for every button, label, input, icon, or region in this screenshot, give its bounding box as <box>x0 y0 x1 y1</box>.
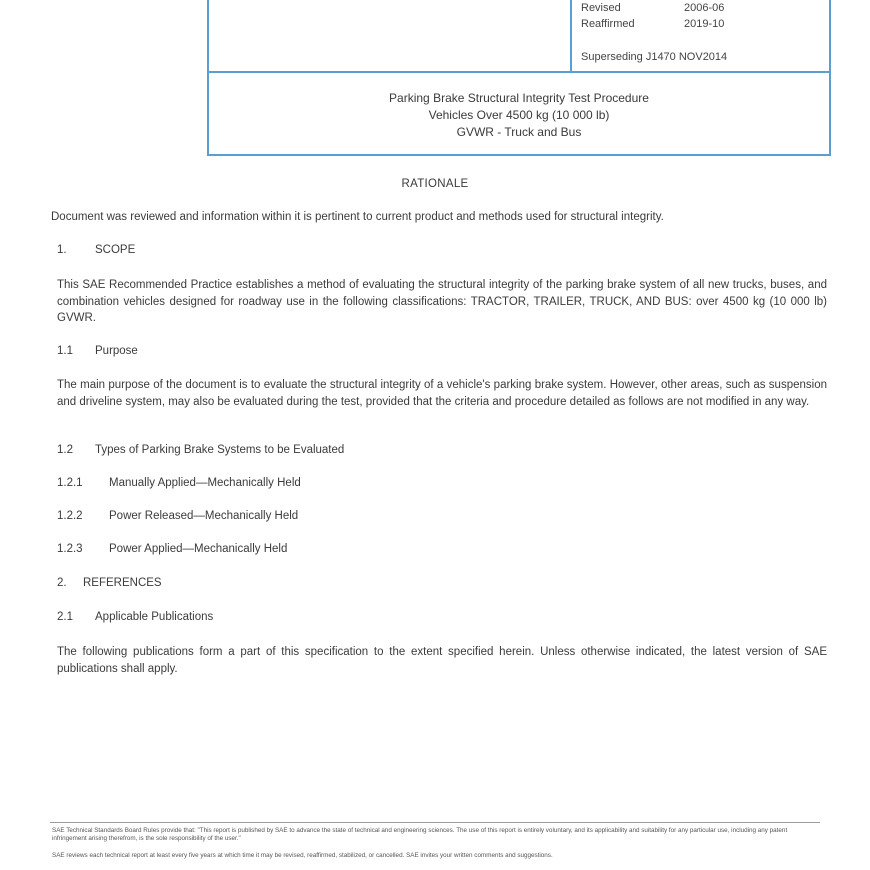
section-1-2-heading <box>57 444 344 456</box>
section-1-2-3-title: Power Applied—Mechanically Held <box>109 543 288 555</box>
section-1-2-1-number: 1.2.1 <box>57 477 83 489</box>
section-1-1-heading <box>57 345 138 357</box>
section-2-1-heading <box>57 611 213 623</box>
header-divider-horizontal <box>207 71 831 73</box>
section-1-text: This SAE Recommended Practice establishes a method of evaluating the structural integrity of the parking brake system of all new trucks, buses, and combination vehicles designed for roadway use in the following classifications: TRACTOR, TRAILER, TRUCK, AND BUS: over 4500 kg (10 000 lb) GVWR. <box>57 279 827 324</box>
section-1-2-3-heading <box>57 543 287 555</box>
section-2-1-title: Applicable Publications <box>95 611 214 623</box>
section-1-2-2-title: Power Released—Mechanically Held <box>109 510 299 522</box>
document-title <box>207 90 831 141</box>
section-1-2-1-title: Manually Applied—Mechanically Held <box>109 477 301 489</box>
rationale-heading: RATIONALE <box>401 178 469 190</box>
section-2-1-text: The following publications form a part of this specification to the extent specified herein. Unless otherwise indicated, the latest version of SAE publications shall apply. <box>57 646 827 675</box>
section-1-2-2-heading <box>57 510 298 522</box>
footer-notice-1: SAE Technical Standards Board Rules provide that: "This report is published by SAE to advance the state of technical and engineering sciences. The use of this report is entirely voluntary, and its applicability and suitability for any particular use, including any patent infringement arising therefrom, is the sole responsibility of the user." <box>52 827 788 842</box>
section-1-1-number: 1.1 <box>57 345 73 357</box>
footer-notice-2: SAE reviews each technical report at least every five years at which time it may be revised, reaffirmed, stabilized, or cancelled. SAE invites your written comments and suggestions. <box>52 852 553 859</box>
revised-label: Revised <box>581 2 621 14</box>
section-1-2-number: 1.2 <box>57 444 73 456</box>
section-2-heading <box>57 577 162 589</box>
title-line-1: Parking Brake Structural Integrity Test Procedure <box>389 91 649 105</box>
section-1-title: SCOPE <box>95 244 136 256</box>
section-1-1-text: The main purpose of the document is to evaluate the structural integrity of a vehicle's parking brake system. However, other areas, such as suspension and driveline system, may also be evaluated during the test, provided that the criteria and procedure detailed as follows are not modified in any way. <box>57 379 827 408</box>
section-1-2-2-number: 1.2.2 <box>57 510 83 522</box>
section-1-number: 1. <box>57 244 67 256</box>
rationale-text: Document was reviewed and information within it is pertinent to current product and methods used for structural integrity. <box>51 211 664 223</box>
section-1-2-3-number: 1.2.3 <box>57 543 83 555</box>
header-divider-vertical <box>570 0 572 72</box>
section-1-heading <box>57 244 135 256</box>
footer-rule <box>50 822 820 823</box>
section-2-number: 2. <box>57 577 67 589</box>
section-2-title: REFERENCES <box>83 577 162 589</box>
section-1-2-title: Types of Parking Brake Systems to be Evaluated <box>95 444 345 456</box>
section-1-2-1-heading <box>57 477 301 489</box>
reaffirmed-value: 2019-10 <box>684 18 725 30</box>
superseding-note: Superseding J1470 NOV2014 <box>581 51 728 63</box>
title-line-3: GVWR - Truck and Bus <box>456 125 582 139</box>
title-line-2: Vehicles Over 4500 kg (10 000 lb) <box>428 108 610 122</box>
section-1-1-title: Purpose <box>95 345 138 357</box>
revised-value: 2006-06 <box>684 2 725 14</box>
reaffirmed-label: Reaffirmed <box>581 18 635 30</box>
section-2-1-number: 2.1 <box>57 611 73 623</box>
